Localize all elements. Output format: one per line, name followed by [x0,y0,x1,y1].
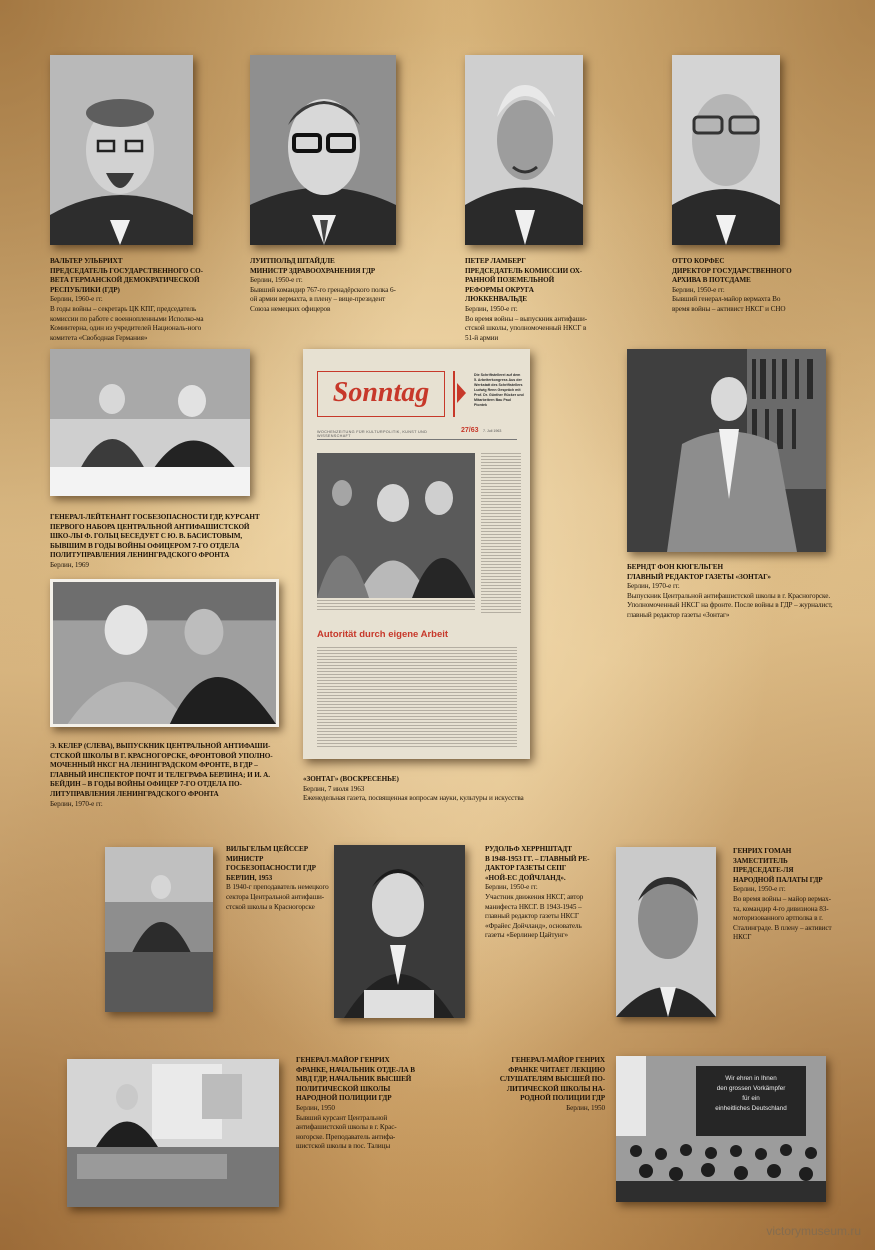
person-name: ВИЛЬГЕЛЬМ ЦЕЙССЕР [226,845,309,853]
person-bio: Бывший генерал-майор вермахта Во время войны – активист НКСГ и СНО [672,295,786,313]
place-date: Берлин, 1970-е гг. [627,582,680,591]
place-date: Берлин, 1950-е гг. [672,285,725,294]
place-date: Берлин, 1950-е гг. [465,304,518,313]
portrait-homann [616,847,716,1017]
newspaper-subline: WOCHENZEITUNG FÜR KULTURPOLITIK, KUNST UND WISSENSCHAFT [317,430,428,438]
place-date: Берлин, 1950-е гг. [250,276,303,285]
person-title: МИНИСТР ЗДРАВООХРАНЕНИЯ ГДР [250,266,376,275]
masthead-arrow-icon [453,371,469,417]
banner-line: den grossen Vorkämpfer [716,1085,786,1092]
banner-line: einheitliches Deutschland [715,1105,787,1112]
person-name: ЛУИТПОЛЬД ШТАЙДЛЕ [250,257,335,265]
divider [317,439,517,440]
person-name: РУДОЛЬФ ХЕРРНШТАДТ [485,845,572,853]
place-date: Берлин, 1950-е гг. [733,885,786,894]
person-title: ЗАМЕСТИТЕЛЬ ПРЕДСЕДАТЕ-ЛЯ НАРОДНОЙ ПАЛАТЫ ГДР [733,856,823,884]
place-date: Берлин, 1950 [296,1103,335,1112]
newspaper-caption-title: «ЗОНТАГ» (ВОСКРЕСЕНЬЕ) [303,775,399,783]
newspaper-contents: Die Schriftstellerei auf dem 5. Arbeiterkongress Aus der Werkstatt des Schriftstellers Ludwig Renn Gespräch mit Prof. Dr. Günther Rücker und Mitarbeitern Bau Paul Piontek [474,373,524,407]
person-title: ДИРЕКТОР ГОСУДАРСТВЕННОГО АРХИВА В ПОТСДАМЕ [672,266,792,285]
place-date: Берлин, 1969 [50,560,89,569]
person-title: МИНИСТР ГОСБЕЗОПАСНОСТИ ГДР БЕРЛИН, 1953 [226,854,316,882]
caption-lamberg [465,257,590,343]
place-date: Берлин, 7 июля 1963 [303,784,365,793]
photo-description: ГЕНЕРАЛ-МАЙОР ГЕНРИХ ФРАНКЕ ЧИТАЕТ ЛЕКЦИЮ СЛУШАТЕЛЯМ ВЫСШЕЙ ПО-ЛИТИЧЕСКОЙ ШКОЛЫ НА-РОДНОЙ ПОЛИЦИИ ГДР [499,1056,605,1103]
caption-herrnstadt [485,845,590,941]
watermark: victorymuseum.ru [766,1224,861,1238]
portrait-steidle [250,55,396,245]
newspaper-date: 7. Juli 1963 [483,429,502,433]
newspaper-column-text [481,453,521,613]
newspaper-body-text [317,647,517,747]
person-name: БЕРНДТ ФОН КЮГЕЛЬГЕН [627,563,723,571]
person-bio: Бывший курсант Центральной антифашистской школы в г. Крас-ногорске. Преподаватель антифа-шистской школы в пос. Талицы [296,1113,397,1151]
newspaper-issue: 27/63 [461,427,479,434]
portrait-lamberg [465,55,583,245]
newspaper-sonntag [303,349,530,759]
caption-zaisser [226,845,331,912]
photo-franke-lecture [616,1056,826,1202]
photo-description: Э. КЕЛЕР (СЛЕВА), ВЫПУСКНИК ЦЕНТРАЛЬНОЙ АНТИФАШИ-СТСКОЙ ШКОЛЫ В Г. КРАСНОГОРСКЕ, ФРОНТОВОЙ УПОЛНО-МОЧЕННЫЙ НКСГ НА ЛЕНИНГРАДСКОМ ФРОНТЕ, В ГДР – ГЛАВНЫЙ ИНСПЕКТОР ПОЧТ И ТЕЛЕГРАФА БЕРЛИНА; И И. А. БЕЙДИН – В ГОДЫ ВОЙНЫ ОФИЦЕР 7-ГО ОТДЕЛА ПО-ЛИТУПРАВЛЕНИЯ ЛЕНИНГРАДСКОГО ФРОНТА [50,742,273,798]
newspaper-headline: Autorität durch eigene Arbeit [317,629,449,640]
person-bio: В 1940-г преподаватель немецкого сектора Центральной антифаши-стской школы в Красногорске [226,883,329,911]
caption-franke-lecture [495,1056,605,1114]
photo-keler-beydin [50,579,279,727]
caption-newspaper [303,775,543,804]
caption-franke-office [296,1056,416,1152]
place-date: Берлин, 1950-е гг. [485,883,538,892]
newspaper-photo-caption-lines [317,600,475,610]
place-date: Берлин, 1970-е гг. [50,799,103,808]
person-bio: Выпускник Центральной антифашистской школы в г. Красногорске. Уполномоченный НКСГ на фронте. После войны в ГДР – журналист, главный редактор газеты «Зонтаг» [627,591,833,619]
photo-goltz-basistov [50,349,250,496]
person-bio: Во время войны – выпускник антифаши-стской школы, уполномоченный НКСГ в 51-й армии [465,314,588,342]
person-name: ГЕНРИХ ГОМАН [733,847,792,855]
portrait-ulbricht [50,55,193,245]
person-title: ГЛАВНЫЙ РЕДАКТОР ГАЗЕТЫ «ЗОНТАГ» [627,572,771,581]
person-bio: Участник движения НКСГ, автор манифеста НКСГ. В 1943-1945 – главный редактор газеты НКСГ «Фрайес Дойчланд», основатель газеты «Берлинер Цайтунг» [485,892,584,940]
newspaper-photo [317,453,475,598]
photo-description: ГЕНЕРАЛ-МАЙОР ГЕНРИХ ФРАНКЕ, НАЧАЛЬНИК ОТДЕ-ЛА В МВД ГДР, НАЧАЛЬНИК ВЫСШЕЙ ПОЛИТИЧЕСКОЙ ШКОЛЫ НАРОДНОЙ ПОЛИЦИИ ГДР [296,1056,415,1103]
person-bio: Во время войны – майор вермах-та, командир 4-го дивизиона 83-моторизованного артполка в г. Сталинграде. В плену – активист НКСГ [733,894,832,942]
portrait-kugelgen [627,349,826,552]
caption-keler-beydin [50,742,275,809]
place-date: Берлин, 1960-е гг. [50,295,103,304]
person-bio: Бывший командир 767-го гренадёрского полка 6-ой армии вермахта, в плену – вице-президент Союза немецких офицеров [250,285,396,313]
person-name: ПЕТЕР ЛАМБЕРГ [465,257,526,265]
photo-zaisser [105,847,213,1012]
person-title: ПРЕДСЕДАТЕЛЬ КОМИССИИ ОХ-РАННОЙ ПОЗЕМЕЛЬНОЙ РЕФОРМЫ ОКРУГА ЛЮККЕНВАЛЬДЕ [465,266,583,304]
portrait-korfes [672,55,780,245]
photo-description: ГЕНЕРАЛ-ЛЕЙТЕНАНТ ГОСБЕЗОПАСНОСТИ ГДР, КУРСАНТ ПЕРВОГО НАБОРА ЦЕНТРАЛЬНОЙ АНТИФАШИСТСКОЙ ШКО-ЛЫ Ф. ГОЛЬЦ БЕСЕДУЕТ С Ю. В. БАСИСТОВЫМ, БЫВШИМ В ГОДЫ ВОЙНЫ ОФИЦЕРОМ 7-ГО ОТДЕЛА ПОЛИТУПРАВЛЕНИЯ ЛЕНИНГРАДСКОГО ФРОНТА [50,513,260,560]
newspaper-masthead [317,371,445,417]
caption-homann [733,847,833,943]
banner-line: für ein [742,1095,760,1102]
banner-line: Wir ehren in Ihnen [725,1075,777,1082]
masthead-title: Sonntag [332,377,430,408]
caption-steidle [250,257,398,315]
caption-kugelgen [627,563,852,621]
newspaper-caption-desc: Еженедельная газета, посвященная вопросам науки, культуры и искусства [303,794,524,803]
caption-goltz-basistov [50,513,260,571]
caption-korfes [672,257,797,315]
portrait-herrnstadt [334,845,465,1018]
person-title: ПРЕДСЕДАТЕЛЬ ГОСУДАРСТВЕННОГО СО-ВЕТА ГЕРМАНСКОЙ ДЕМОКРАТИЧЕСКОЙ РЕСПУБЛИКИ (ГДР) [50,266,203,294]
caption-ulbricht [50,257,205,343]
place-date: Берлин, 1950 [566,1103,605,1112]
person-name: ОТТО КОРФЕС [672,257,725,265]
photo-franke-office [67,1059,279,1207]
person-title: В 1948-1953 ГГ. – ГЛАВНЫЙ РЕ-ДАКТОР ГАЗЕТЫ СЕПГ «НОЙ-ЕС ДОЙЧЛАНД». [485,854,590,882]
person-name: ВАЛЬТЕР УЛЬБРИХТ [50,257,123,265]
person-bio: В годы войны – секретарь ЦК КПГ, председатель комиссии по работе с военнопленными Исполко-ма Коминтерна, один из учредителей Националь-ного комитета «Свободная Германия» [50,304,204,342]
